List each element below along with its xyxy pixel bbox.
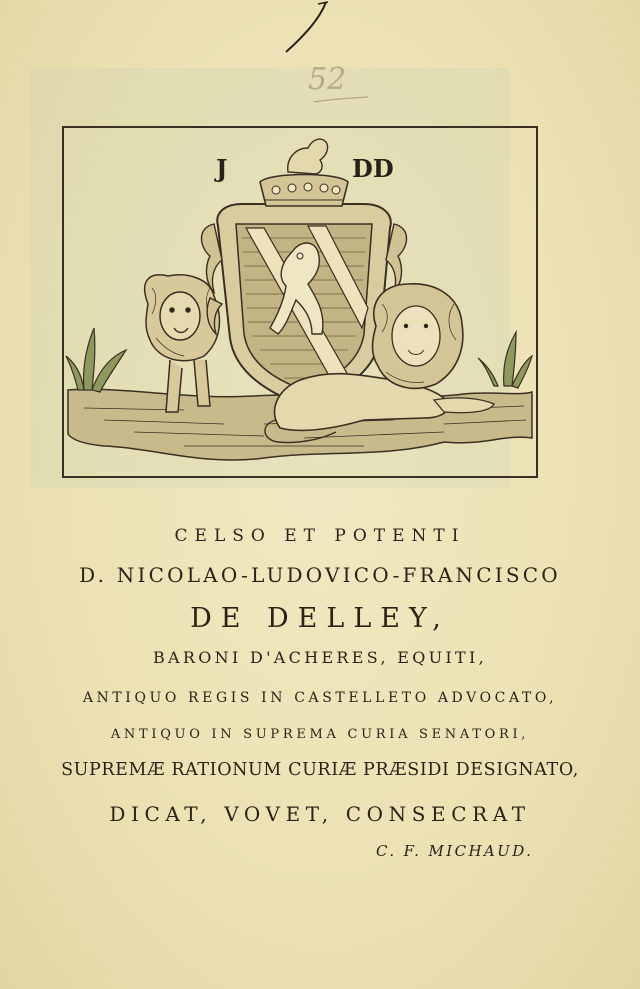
monogram-left: J xyxy=(216,154,228,183)
dedication-line-7: SUPREMÆ RATIONUM CURIÆ PRÆSIDI DESIGNATO, xyxy=(61,760,579,780)
heraldic-engraving xyxy=(62,126,538,478)
dedication-line-8: DICAT, VOVET, CONSECRAT xyxy=(109,802,531,826)
ink-slash-mark xyxy=(278,0,338,55)
dedication-line-4: BARONI D'ACHERES, EQUITI, xyxy=(152,648,487,667)
shelf-number: 52 xyxy=(308,62,347,97)
dedication-line-1: CELSO ET POTENTI xyxy=(174,526,466,546)
dedication-line-5: ANTIQUO REGIS IN CASTELLETO ADVOCATO, xyxy=(82,690,558,706)
author-signature: C. F. MICHAUD. xyxy=(376,842,534,860)
monogram-right: DD xyxy=(352,154,394,183)
shelf-number-underline xyxy=(312,96,370,104)
dedicatee-name: DE DELLEY, xyxy=(190,603,450,634)
coat-of-arms-illustration xyxy=(64,128,536,476)
dedication-line-2: D. NICOLAO-LUDOVICO-FRANCISCO xyxy=(79,563,561,587)
dedication-line-6: ANTIQUO IN SUPREMA CURIA SENATORI, xyxy=(110,727,530,742)
